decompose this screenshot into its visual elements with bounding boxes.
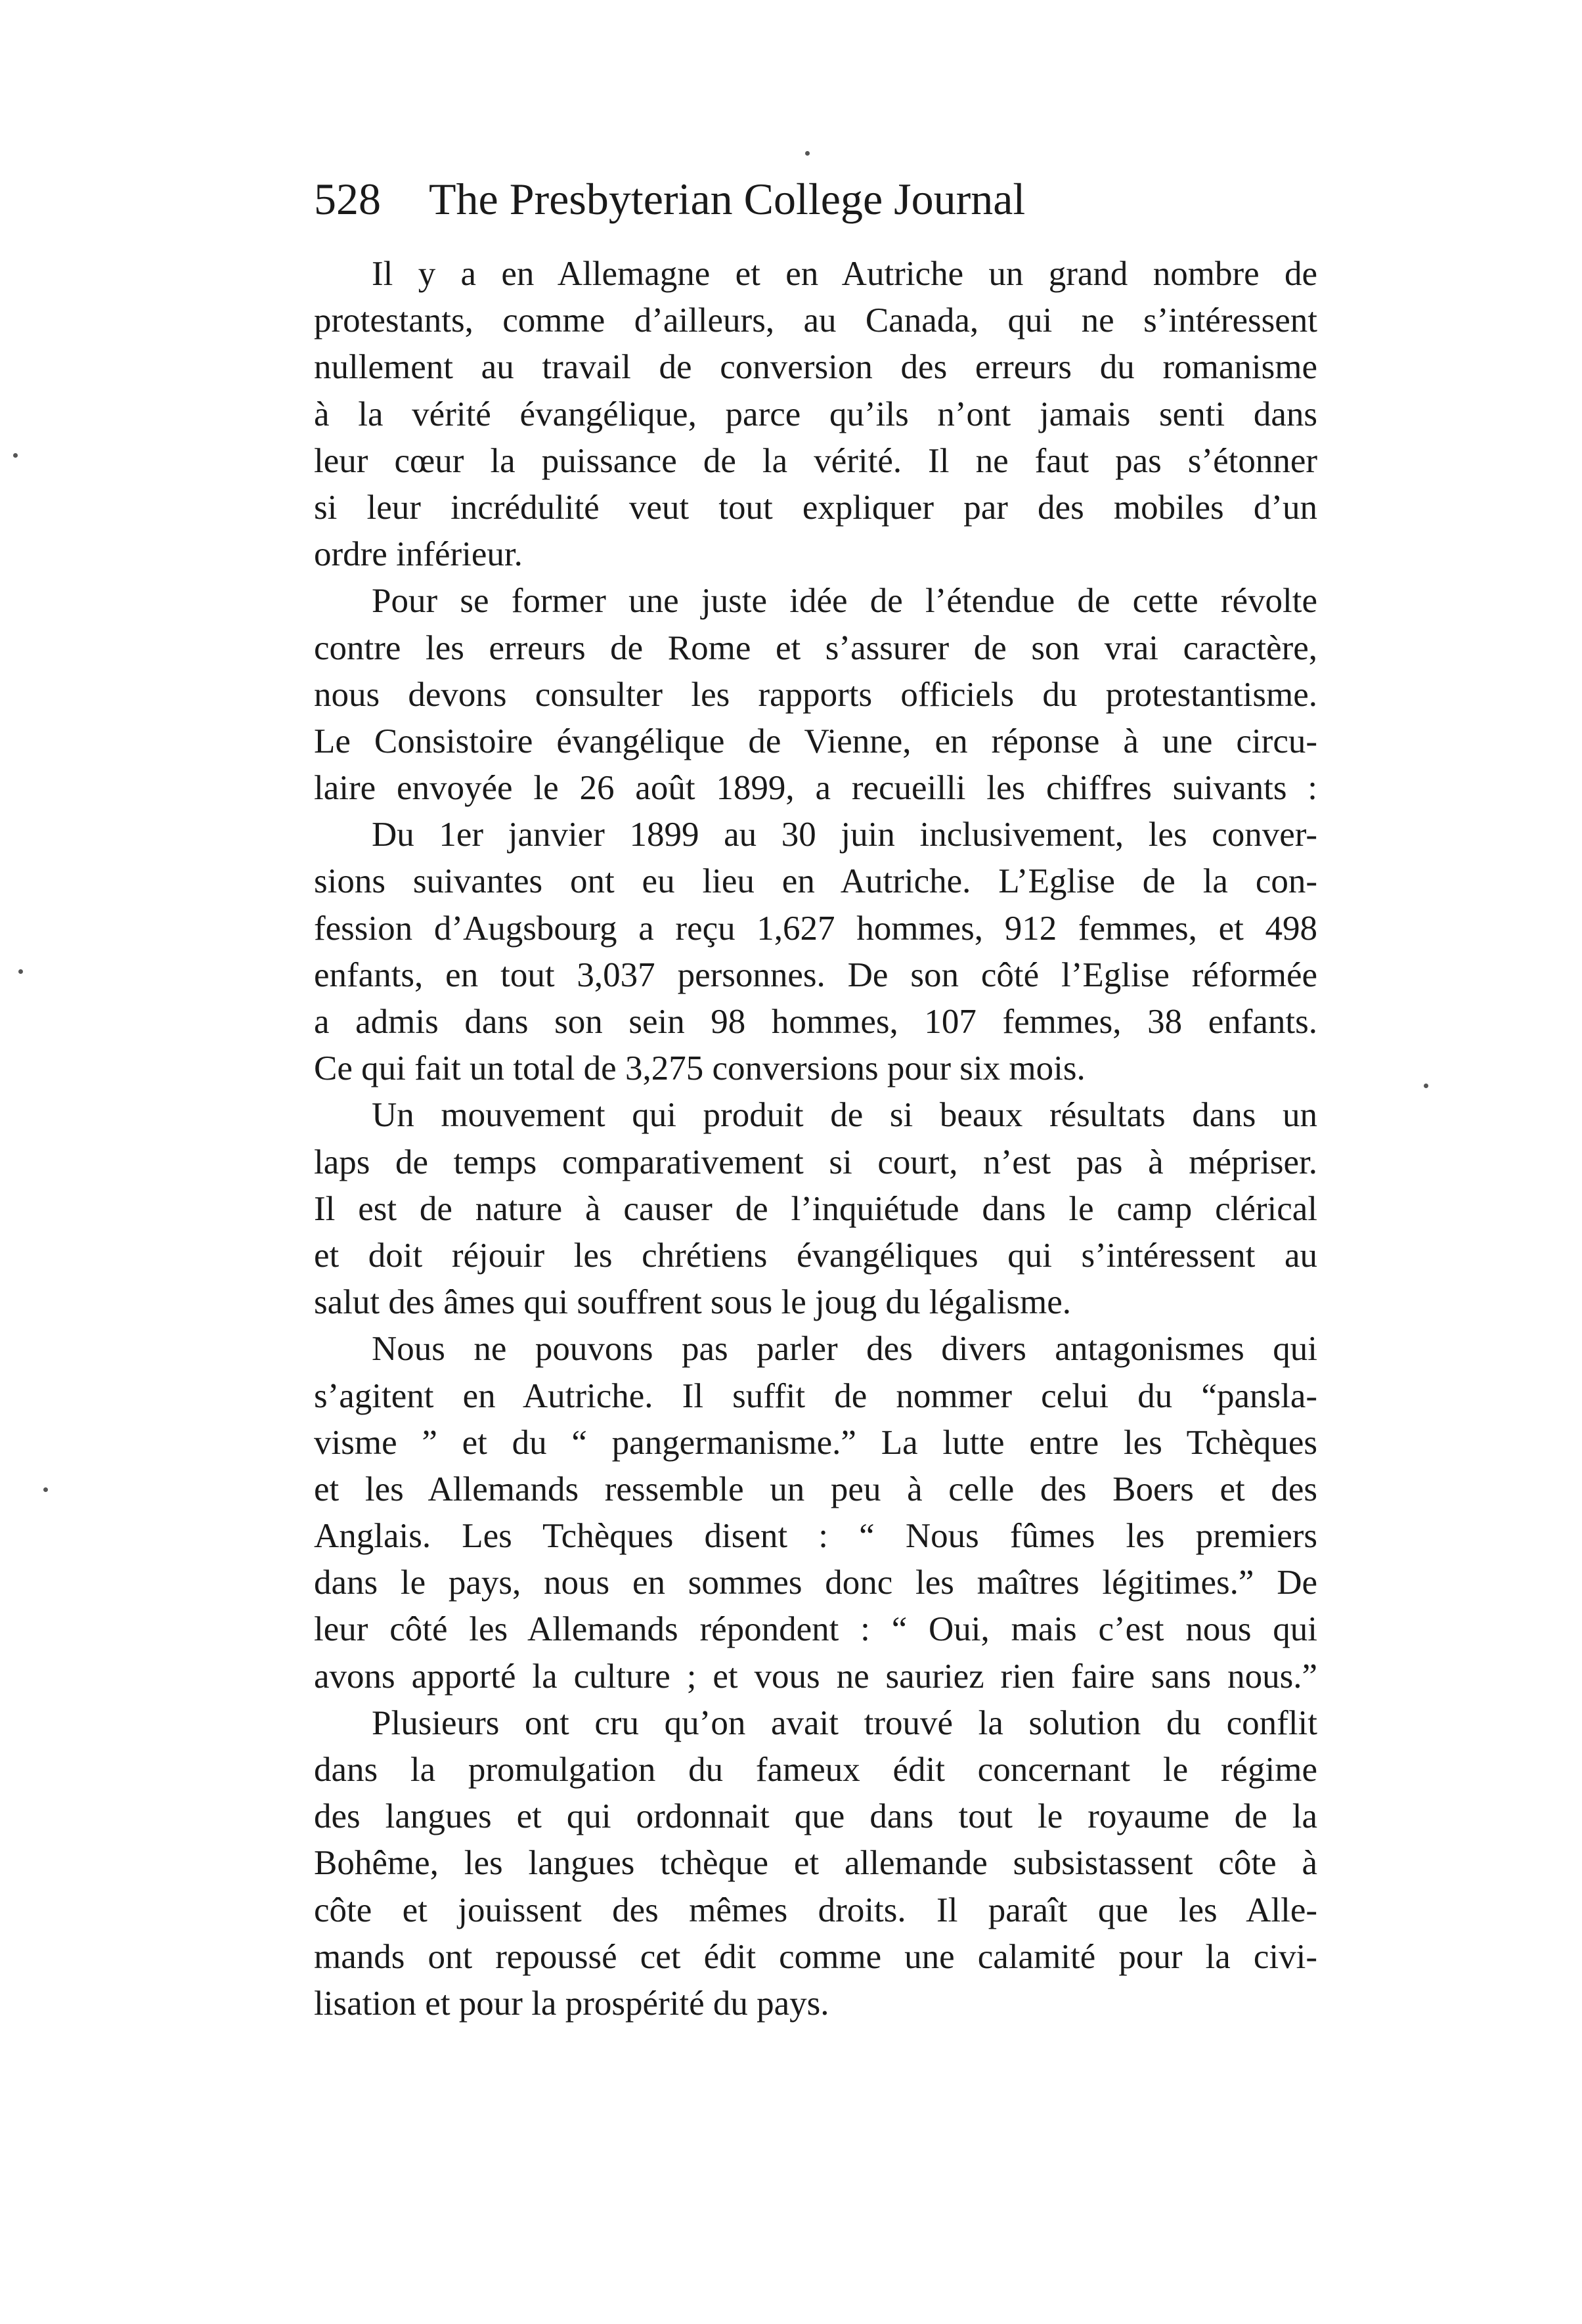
text-line: Ce qui fait un total de 3,275 conversions pour six mois. [314, 1049, 1086, 1088]
text-line: Il y a en Allemagne et en Autriche un grand nombre de [372, 255, 1317, 293]
text-line: leur cœur la puissance de la vérité. Il ne faut pas s’étonner [314, 441, 1317, 480]
body-text [314, 251, 1317, 2027]
text-line: laps de temps comparativement si court, n’est pas à mépriser. [314, 1143, 1317, 1181]
paragraph [314, 812, 1317, 1092]
text-line: Plusieurs ont cru qu’on avait trouvé la solution du conflit [372, 1703, 1317, 1742]
text-line: protestants, comme d’ailleurs, au Canada, qui ne s’intéressent [314, 301, 1317, 340]
text-line: leur côté les Allemands répondent : “ Oui, mais c’est nous qui [314, 1610, 1317, 1649]
text-line: fession d’Augsbourg a reçu 1,627 hommes, 912 femmes, et 498 [314, 909, 1317, 948]
text-line: salut des âmes qui souffrent sous le joug du légalisme. [314, 1283, 1072, 1322]
text-line: mands ont repoussé cet édit comme une calamité pour la civi- [314, 1937, 1317, 1976]
text-line: Pour se former une juste idée de l’étendue de cette révolte [372, 582, 1317, 621]
text-line: des langues et qui ordonnait que dans tout le royaume de la [314, 1797, 1317, 1836]
text-line: ordre inférieur. [314, 535, 523, 574]
scan-speck [18, 969, 23, 974]
text-line: Du 1er janvier 1899 au 30 juin inclusivement, les conver- [372, 816, 1317, 854]
paragraph [314, 251, 1317, 578]
scan-speck [13, 453, 18, 458]
text-line: côte et jouissent des mêmes droits. Il paraît que les Alle- [314, 1891, 1317, 1929]
text-line: Le Consistoire évangélique de Vienne, en réponse à une circu- [314, 722, 1317, 760]
text-line: et les Allemands ressemble un peu à celle des Boers et des [314, 1470, 1317, 1508]
text-line: et doit réjouir les chrétiens évangéliques qui s’intéressent au [314, 1236, 1317, 1275]
text-line: s’agitent en Autriche. Il suffit de nommer celui du “pansla- [314, 1376, 1317, 1415]
text-line: enfants, en tout 3,037 personnes. De son côté l’Eglise réformée [314, 955, 1317, 994]
text-line: si leur incrédulité veut tout expliquer par des mobiles d’un [314, 488, 1317, 527]
paragraph [314, 1700, 1317, 2027]
scan-speck [43, 1487, 48, 1492]
journal-title: The Presbyterian College Journal [429, 174, 1026, 224]
text-line: dans le pays, nous en sommes donc les maîtres légitimes.” De [314, 1564, 1317, 1602]
text-line: avons apporté la culture ; et vous ne sauriez rien faire sans nous.” [314, 1657, 1317, 1696]
text-line: visme ” et du “ pangermanisme.” La lutte entre les Tchèques [314, 1423, 1317, 1462]
text-line: lisation et pour la prospérité du pays. [314, 1984, 829, 2023]
text-line: nous devons consulter les rapports officiels du protestantisme. [314, 675, 1317, 714]
text-line: a admis dans son sein 98 hommes, 107 femmes, 38 enfants. [314, 1003, 1317, 1041]
scan-speck [805, 151, 810, 156]
text-line: Un mouvement qui produit de si beaux résultats dans un [372, 1096, 1317, 1135]
paragraph [314, 578, 1317, 812]
page-number: 528 [314, 174, 381, 224]
text-line: sions suivantes ont eu lieu en Autriche. L’Eglise de la con- [314, 862, 1317, 901]
text-line: contre les erreurs de Rome et s’assurer de son vrai caractère, [314, 628, 1317, 667]
paragraph [314, 1092, 1317, 1326]
paragraph [314, 1326, 1317, 1700]
running-head [314, 169, 1299, 229]
text-line: Il est de nature à causer de l’inquiétude dans le camp clérical [314, 1189, 1317, 1228]
text-line: dans la promulgation du fameux édit concernant le régime [314, 1751, 1317, 1789]
text-line: à la vérité évangélique, parce qu’ils n’ont jamais senti dans [314, 395, 1317, 433]
scan-speck [1424, 1084, 1428, 1088]
text-line: nullement au travail de conversion des erreurs du romanisme [314, 348, 1317, 387]
text-line: laire envoyée le 26 août 1899, a recueilli les chiffres suivants : [314, 769, 1317, 808]
text-line: Bohême, les langues tchèque et allemande subsistassent côte à [314, 1844, 1317, 1883]
text-line: Anglais. Les Tchèques disent : “ Nous fûmes les premiers [314, 1517, 1317, 1556]
text-line: Nous ne pouvons pas parler des divers antagonismes qui [372, 1330, 1317, 1369]
